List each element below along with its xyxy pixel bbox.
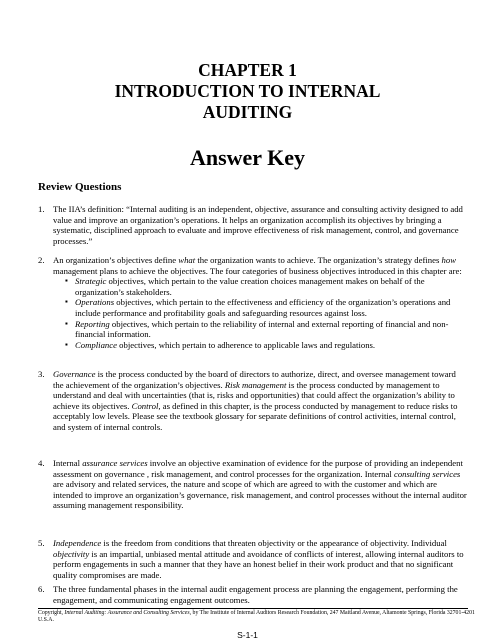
answer-text: Independence is the freedom from conditions that threaten objectivity or the appearance of objectivity. Individual objectivity is an impartial, unbiased mental attitude and avoidance of conflicts of interest, allowing internal auditors to perform engagements in such a manner that they have an honest belief in their work product and that no significant quality compromises are made. <box>53 538 464 580</box>
question-5 <box>38 538 468 580</box>
objectives-list <box>38 276 468 350</box>
answer-text: Governance is the process conducted by the board of directors to authorize, direct, and oversee management toward the achievement of the organization’s objectives. Risk management is the process conducted by management to understand and deal with uncertainties (that is, risks and opportunities) that could affect the organization’s ability to achieve its objectives. Control, as defined in this chapter, is the process conducted by management to reduce risks to acceptably low levels. Please see the textbook glossary for separate definitions of control activities, internal control, and system of internal controls. <box>53 369 458 432</box>
chapter-title-line2: AUDITING <box>202 102 293 122</box>
list-item: ▪ Strategic objectives, which pertain to the value creation choices management makes on behalf of the organization’s stakeholders. <box>65 276 468 297</box>
question-number: 4. <box>38 458 45 468</box>
answer-text: The three fundamental phases in the internal audit engagement process are planning the engagement, performing the engagement, and communicating engagement outcomes. <box>53 584 458 605</box>
copyright-notice: Copyright, Internal Auditing: Assurance and Consulting Services, by The Institute of Internal Auditors Research Foundation, 247 Maitland Avenue, Altamonte Springs, Florida 32701-4201 U.S.A. <box>38 610 475 624</box>
footer-divider <box>38 608 468 609</box>
chapter-number: CHAPTER 1 <box>198 60 297 80</box>
chapter-title-line1: INTRODUCTION TO INTERNAL <box>114 81 381 101</box>
list-item: ▪ Operations objectives, which pertain to the effectiveness and efficiency of the organization’s operations and include performance and profitability goals and safeguarding resources against loss. <box>65 297 468 318</box>
list-item: ▪ Reporting objectives, which pertain to the reliability of internal and external reporting of financial and non-financial information. <box>65 319 468 340</box>
answer-text: Internal assurance services involve an objective examination of evidence for the purpose of providing an independent assessment on governance , risk management, and control processes for the organization. Internal consulting services are advisory and related services, the nature and scope of which are agreed to with the customer and which are intended to improve an organization’s governance, risk management, and control processes without the internal auditor assuming management responsibility. <box>53 458 467 511</box>
question-1 <box>38 204 468 246</box>
page-number: S-1-1 <box>237 630 258 640</box>
answer-text: An organization’s objectives define what the organization wants to achieve. The organization’s strategy defines how management plans to achieve the objectives. The four categories of business objectives introduced in this chapter are: <box>53 255 462 276</box>
answer-key-title: Answer Key <box>189 145 306 170</box>
question-2 <box>38 255 468 350</box>
section-title: Review Questions <box>38 181 122 193</box>
question-4 <box>38 458 468 511</box>
question-6 <box>38 584 468 605</box>
question-number: 3. <box>38 369 45 379</box>
question-number: 1. <box>38 204 45 214</box>
question-number: 6. <box>38 584 45 594</box>
question-3 <box>38 369 468 433</box>
answer-text: The IIA’s definition: “Internal auditing is an independent, objective, assurance and consulting activity designed to add value and improve an organization’s operations. It helps an organization accomplish its objectives by bringing a systematic, disciplined approach to evaluate and improve effectiveness of risk management, control, and governance processes.” <box>53 204 463 246</box>
question-number: 2. <box>38 255 45 265</box>
chapter-heading <box>0 60 495 123</box>
list-item: ▪ Compliance objectives, which pertain to adherence to applicable laws and regulations. <box>65 340 468 351</box>
question-number: 5. <box>38 538 45 548</box>
